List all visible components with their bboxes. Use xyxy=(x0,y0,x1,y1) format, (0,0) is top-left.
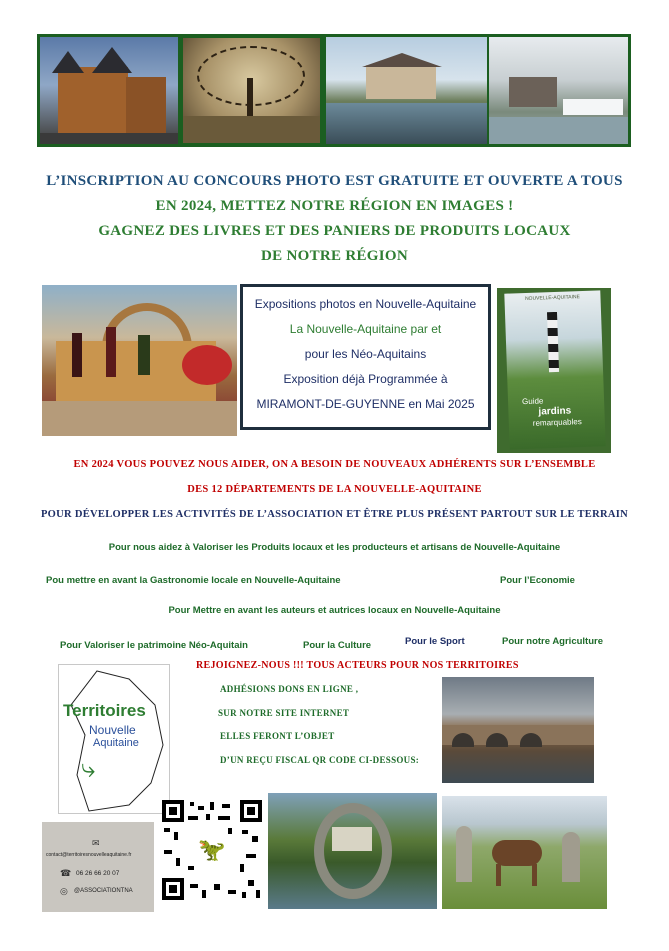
logo-line-1: Territoires xyxy=(63,701,146,720)
logo-line-3: Aquitaine xyxy=(93,737,139,749)
gift-basket-photo xyxy=(42,285,237,436)
email-icon: ✉ xyxy=(92,838,100,848)
stone-cross-2 xyxy=(562,832,580,882)
exhibition-line-5: MIRAMONT-DE-GUYENNE en Mai 2025 xyxy=(256,397,475,411)
book-top-label: NOUVELLE-AQUITAINE xyxy=(524,294,581,303)
pony-crosses-photo xyxy=(442,796,607,909)
exhibition-info-box xyxy=(240,284,491,430)
goal-products: Pour nous aidez à Valoriser les Produits locaux et les producteurs et artisans de Nouvelle-Aquitaine xyxy=(108,542,561,553)
phone-icon: ☎ xyxy=(60,868,72,878)
appeal-line-1: EN 2024 VOUS POUVEZ NOUS AIDER, ON A BESOIN DE NOUVEAUX ADHÉRENTS SUR L’ENSEMBLE xyxy=(73,459,596,470)
contact-card xyxy=(42,822,154,912)
logo-line-2: Nouvelle xyxy=(89,723,136,737)
arch-reflection-photo xyxy=(268,793,437,909)
headline-line-1: L’INSCRIPTION AU CONCOURS PHOTO EST GRATUITE ET OUVERTE A TOUS xyxy=(46,173,623,189)
book-title-word: Guide xyxy=(521,396,544,407)
goal-authors: Pour Mettre en avant les auteurs et autrices locaux en Nouvelle-Aquitaine xyxy=(168,605,501,616)
join-line-2: ADHÉSIONS DONS EN LIGNE , xyxy=(220,684,359,694)
goal-gastronomy: Pou mettre en avant la Gastronomie locale en Nouvelle-Aquitaine xyxy=(46,575,341,586)
pony xyxy=(492,840,542,866)
headline-line-4: DE NOTRE RÉGION xyxy=(260,248,409,264)
goal-heritage: Pour Valoriser le patrimoine Néo-Aquitain xyxy=(60,640,248,651)
garden-guide-book-photo xyxy=(497,288,611,453)
join-line-4: ELLES FERONT L’OBJET xyxy=(220,731,335,741)
chateau-photo xyxy=(40,37,178,144)
tree-photo xyxy=(179,34,324,147)
stone-cross-1 xyxy=(456,826,472,882)
exhibition-line-2: La Nouvelle-Aquitaine par et xyxy=(289,322,442,336)
arrow-icon: ⤷ xyxy=(81,753,96,783)
dinosaur-icon: 🦖 xyxy=(198,837,226,862)
village-photo xyxy=(326,37,487,144)
headline-line-3: GAGNEZ DES LIVRES ET DES PANIERS DE PRODUITS LOCAUX xyxy=(98,223,571,239)
goal-economy: Pour l’Economie xyxy=(500,575,575,586)
contact-phone: 06 26 66 20 07 xyxy=(76,870,120,877)
join-line-3: SUR NOTRE SITE INTERNET xyxy=(218,708,350,718)
social-icon: ◎ xyxy=(60,886,68,896)
join-line-5: D’UN REÇU FISCAL QR CODE CI-DESSOUS: xyxy=(220,755,420,765)
goal-agriculture: Pour notre Agriculture xyxy=(502,636,603,647)
qr-code[interactable] xyxy=(162,800,262,900)
exhibition-line-3: pour les Néo-Aquitains xyxy=(304,347,427,361)
book-title-line-2: jardins xyxy=(538,405,572,418)
join-line-1: REJOIGNEZ-NOUS !!! TOUS ACTEURS POUR NOS TERRITOIRES xyxy=(196,660,519,671)
lighthouse-icon xyxy=(547,312,559,372)
top-photo-strip xyxy=(37,34,631,147)
mill-waterfall-photo xyxy=(489,37,628,144)
appeal-line-2: DES 12 DÉPARTEMENTS DE LA NOUVELLE-AQUITAINE xyxy=(187,484,482,495)
territoires-logo xyxy=(58,664,170,814)
book-title-line-3: remarquables xyxy=(532,417,582,428)
headline-line-2: EN 2024, METTEZ NOTRE RÉGION EN IMAGES ! xyxy=(155,198,514,214)
exhibition-line-4: Exposition déjà Programmée à xyxy=(283,372,448,386)
stone-bridge-photo xyxy=(442,677,594,783)
exhibition-line-1: Expositions photos en Nouvelle-Aquitaine xyxy=(254,297,477,311)
goal-culture: Pour la Culture xyxy=(303,640,372,651)
contact-social: @ASSOCIATIONTNA xyxy=(74,888,133,894)
goal-sport: Pour le Sport xyxy=(405,636,465,647)
appeal-line-3: POUR DÉVELOPPER LES ACTIVITÉS DE L’ASSOCIATION ET ÊTRE PLUS PRÉSENT PARTOUT SUR LE TERRAIN xyxy=(40,509,629,520)
contact-email: contact@territoiresnouvelleaquitaine.fr xyxy=(46,852,132,858)
